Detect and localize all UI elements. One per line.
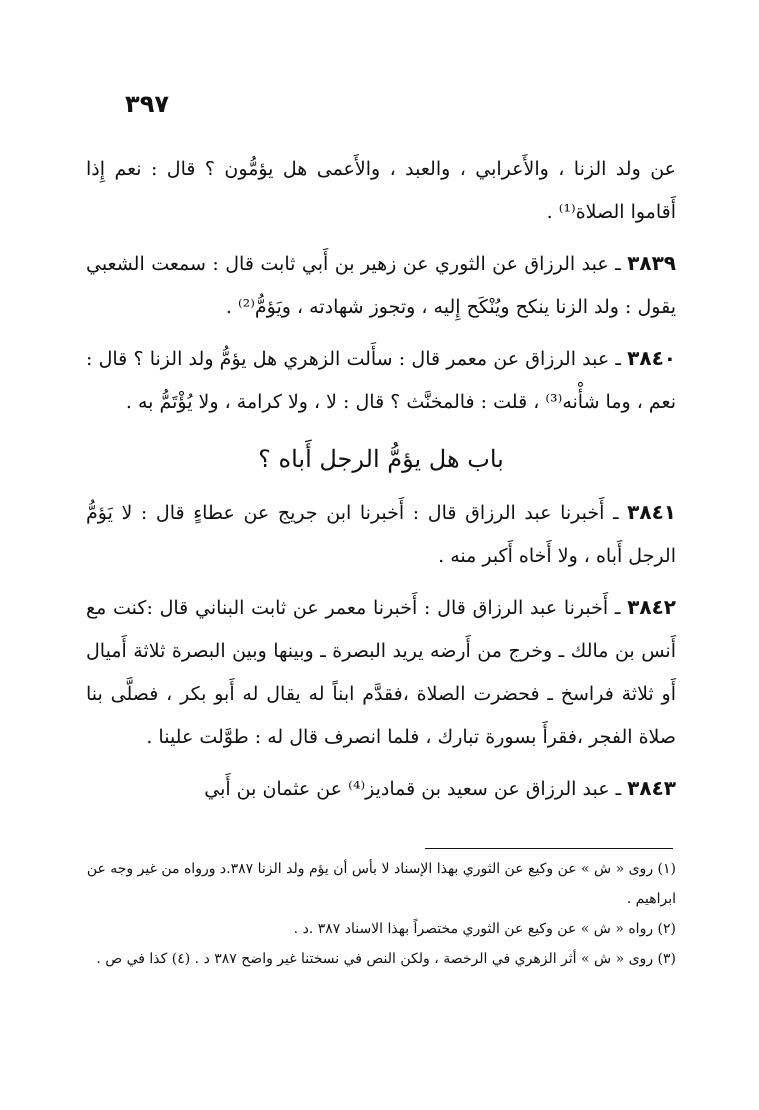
paragraph-text: ـ عبد الرزاق عن معمر قال : سأَلت الزهري هل يؤمُّ ولد الزنا ؟ قال : نعم ، وما شأْنه⁽³⁾ ، قلت : فالمخنَّث ؟ قال : لا ، ولا كرامة ، ولا يُؤْتَمُّ به . <box>86 348 676 413</box>
footnote-divider <box>425 848 673 849</box>
paragraph-text: ـ عبد الرزاق عن سعيد بن قماديز⁽⁴⁾ عن عثمان بن أَبي <box>204 778 628 800</box>
hadith-number: ٣٨٤٢ <box>627 595 676 619</box>
paragraph-text: ـ عبد الرزاق عن الثوري عن زهير بن أَبي ثابت قال : سمعت الشعبي يقول : ولد الزنا ينكح ويُنْكَح إِليه ، وتجوز شهادته ، ويَؤمُّ⁽²⁾ . <box>86 253 676 318</box>
paragraph-3842 <box>86 586 676 759</box>
paragraph-3841 <box>86 491 676 578</box>
body-text <box>86 148 676 819</box>
chapter-heading: باب هل يؤمُّ الرجل أَباه ؟ <box>258 445 504 473</box>
hadith-number: ٣٨٤٠ <box>627 346 676 370</box>
footnotes <box>86 854 676 974</box>
paragraph-text: ـ أَخبرنا عبد الرزاق قال : أَخبرنا معمر عن ثابت البناني قال :كنت مع أَنس بن مالك ـ وخرج من أَرضه يريد البصرة ـ وبينها وبين البصرة ثلاثة أَميال أَو ثلاثة فراسخ ـ فحضرت الصلاة ،فقدَّم ابناً له يقال له أَبو بكر ، فصلَّى بنا صلاة الفجر ،فقرأَ بسورة تبارك ، فلما انصرف قال له : طوَّلت علينا . <box>86 597 676 748</box>
hadith-number: ٣٨٣٩ <box>627 251 676 275</box>
hadith-number: ٣٨٤٣ <box>627 776 676 800</box>
paragraph-3840 <box>86 337 676 424</box>
footnote-3-4: (٣) روى « ش » أثر الزهري في الرخصة ، ولكن النص في نسختنا غير واضح ٣٨٧ د . (٤) كذا في ص . <box>96 951 676 967</box>
hadith-number: ٣٨٤١ <box>627 500 676 524</box>
paragraph-3839 <box>86 242 676 329</box>
paragraph-text: ـ أَخبرنا عبد الرزاق قال : أَخبرنا ابن جريج عن عطاءٍ قال : لا يَؤمُّ الرجل أَباه ، ولا أَخاه أَكبر منه . <box>86 502 676 567</box>
paragraph-3843 <box>86 767 676 811</box>
footnote-1: (١) روى « ش » عن وكيع عن الثوري بهذا الإسناد لا بأس أن يؤم ولد الزنا ٣٨٧.د ورواه من غير وجه عن ابراهيم . <box>86 861 676 907</box>
footnote-2: (٢) رواه « ش » عن وكيع عن الثوري مختصراً بهذا الاسناد ٣٨٧ .د . <box>293 921 676 937</box>
page-number: ٣٩٧ <box>125 90 169 118</box>
paragraph-text: عن ولد الزنا ، والأَعرابي ، والعبد ، والأَعمى هل يؤمُّون ؟ قال : نعم إِذا أَقاموا الصلاة⁽¹⁾ . <box>86 158 676 223</box>
paragraph-intro <box>86 148 676 234</box>
